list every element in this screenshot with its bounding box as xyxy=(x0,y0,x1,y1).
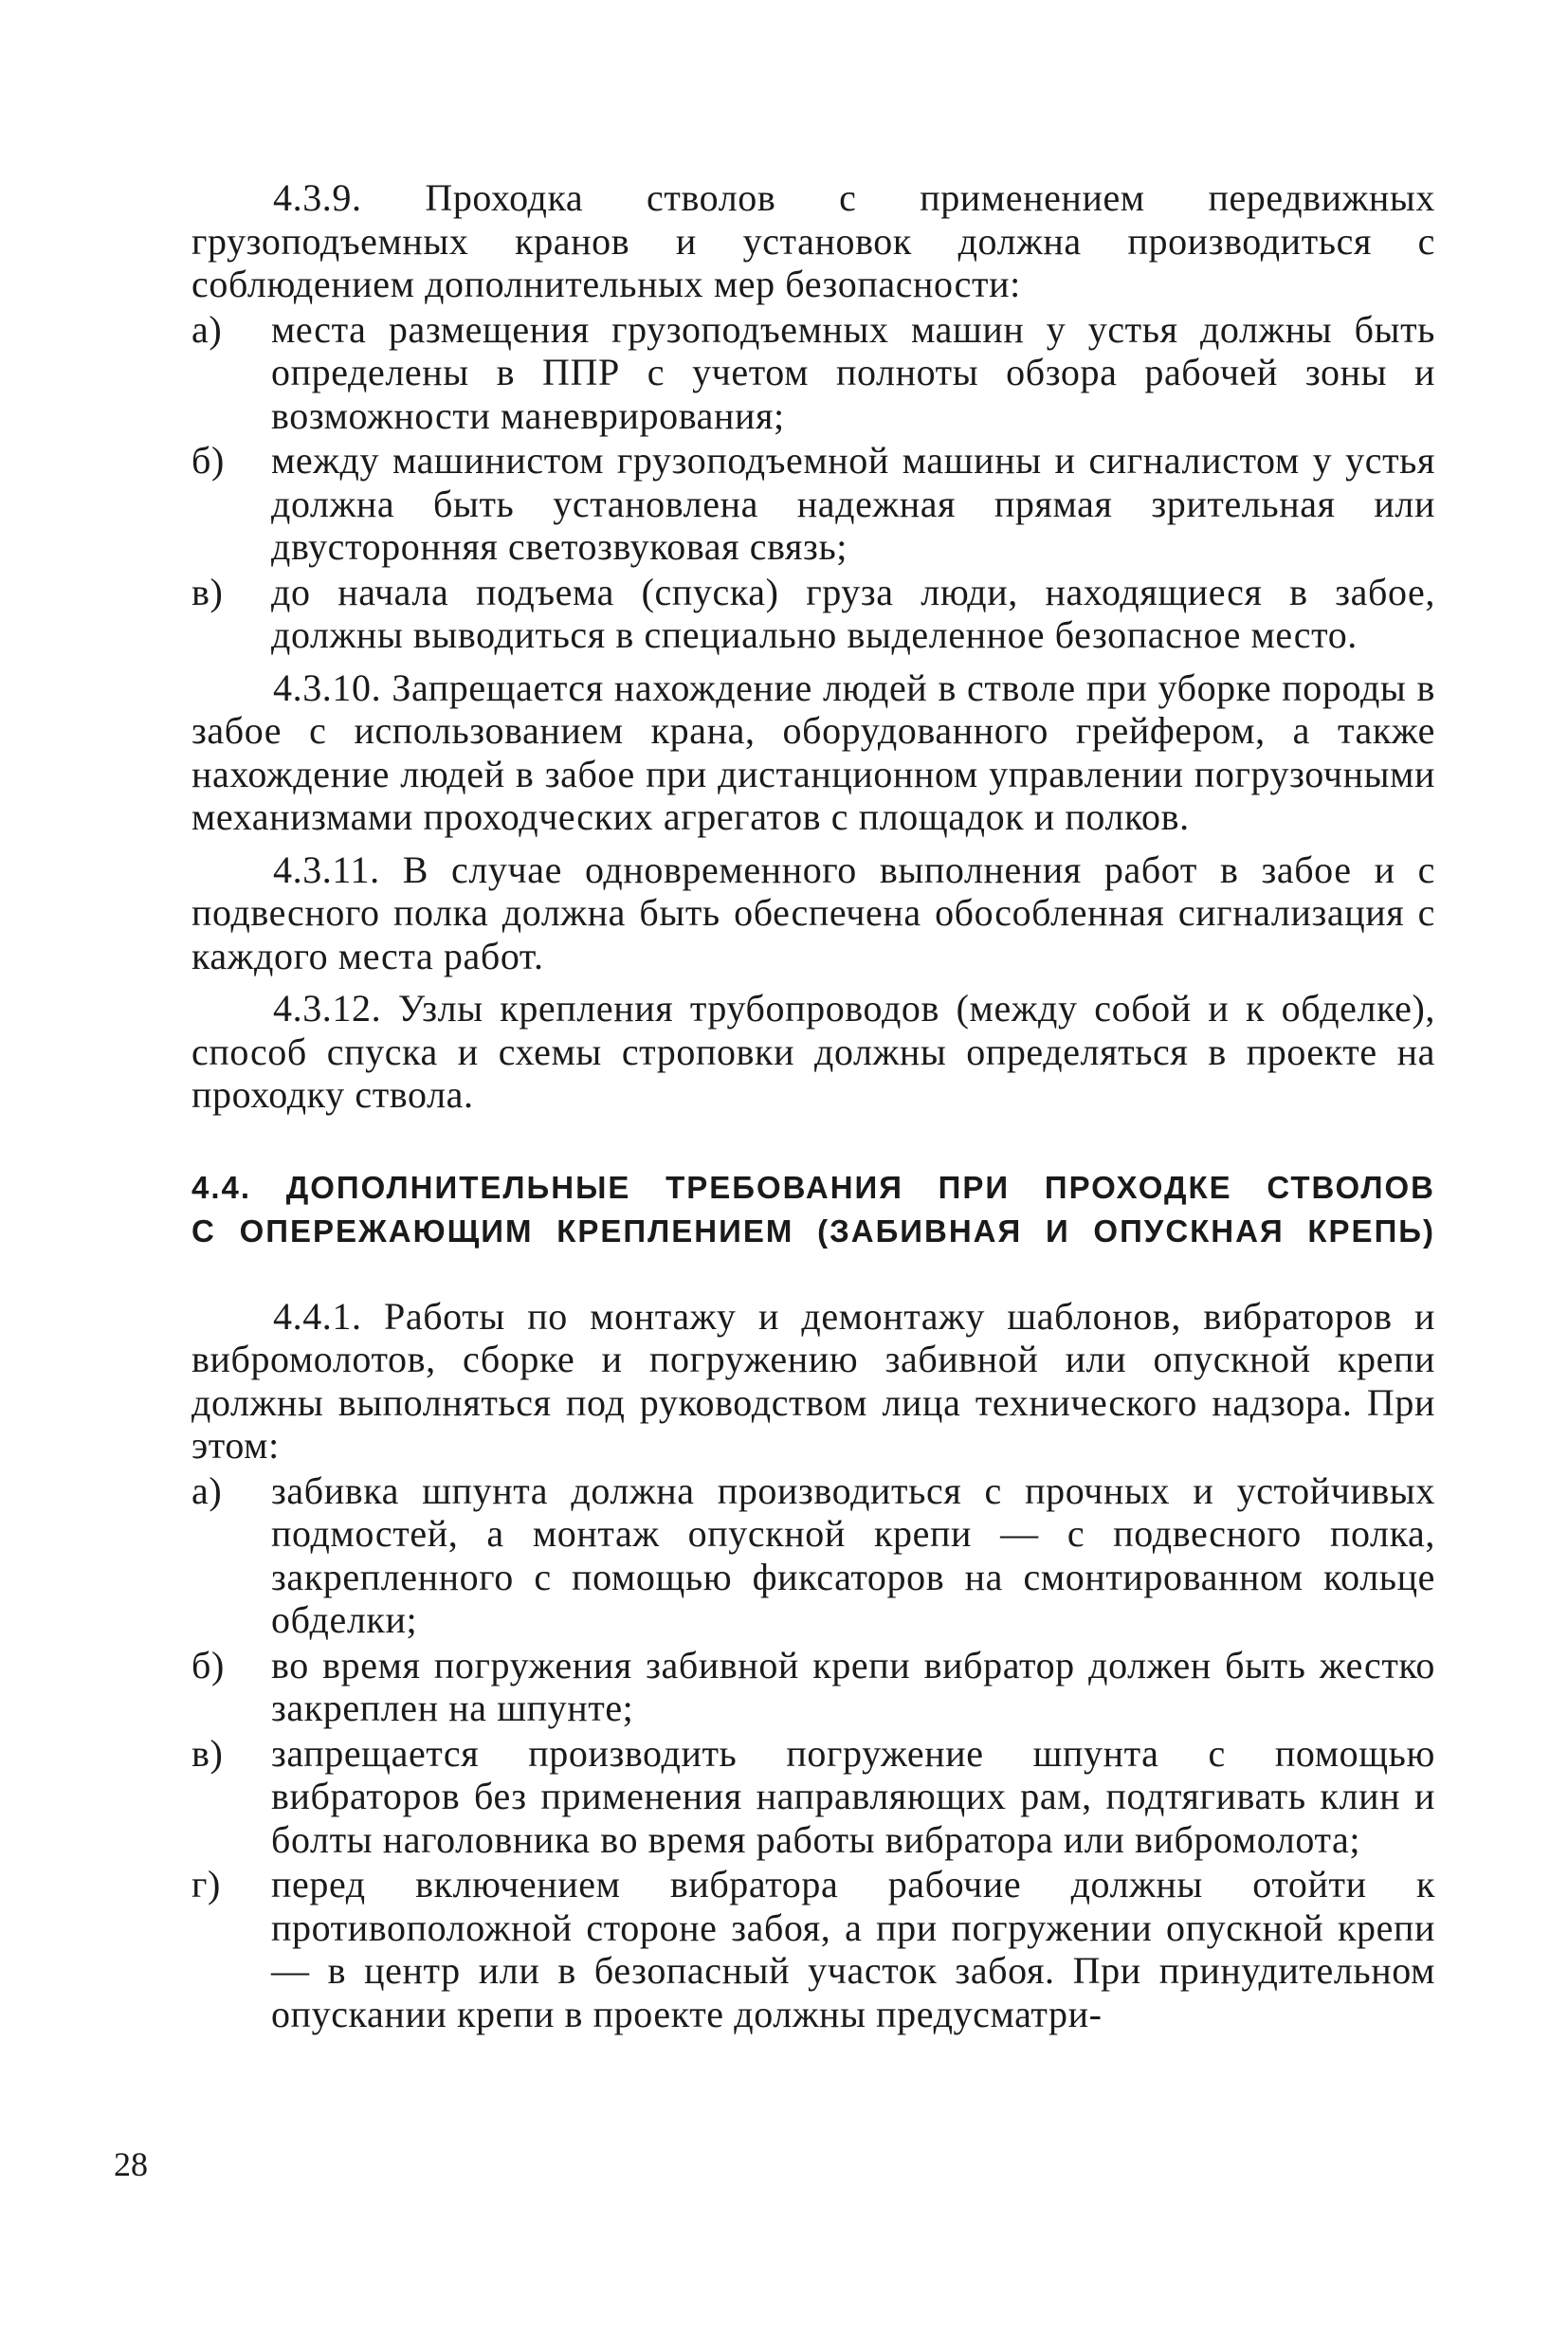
section-heading-line-2: С ОПЕРЕЖАЮЩИМ КРЕПЛЕНИЕМ (ЗАБИВНАЯ И ОПУСКНАЯ КРЕПЬ) xyxy=(191,1212,1435,1249)
list-item-4-3-9-a xyxy=(191,308,1435,438)
list-marker: в) xyxy=(191,1731,224,1775)
paragraph-4-3-9 xyxy=(191,176,1435,306)
section-heading-4-4 xyxy=(191,1166,1435,1253)
paragraph-4-4-1: 4.4.1. Работы по монтажу и демонтажу шаблонов, вибраторов и вибромолотов, сборке и погружению забивной или опускной крепи должны выполняться под руководством лица технического надзора. При этом: xyxy=(191,1294,1435,1467)
list-item-text: запрещается производить погружение шпунта с помощью вибраторов без применения направляющих рам, подтягивать клин и болты наголовника во время работы вибратора или вибромолота; xyxy=(271,1731,1435,1861)
list-item-4-3-9-v xyxy=(191,571,1435,657)
list-item-text: забивка шпунта должна производиться с прочных и устойчивых подмостей, а монтаж опускной крепи — с подвесного полка, закрепленного с помощью фиксаторов на смонтированном кольце обделки; xyxy=(271,1468,1435,1641)
list-item-text: между машинистом грузоподъемной машины и сигналистом у устья должна быть установлена надежная прямая зрительная или двусторонняя светозвуковая связь; xyxy=(271,439,1435,568)
list-item-4-4-1-v xyxy=(191,1732,1435,1862)
list-item-4-3-9-b xyxy=(191,439,1435,569)
list-marker: б) xyxy=(191,439,225,482)
list-item-text: перед включением вибратора рабочие должны отойти к противоположной стороне забоя, а при погружении опускной крепи — в центр или в безопасный участок забоя. При принудительном опускании крепи в проекте должны предусматри- xyxy=(271,1863,1435,2035)
paragraph-4-3-9-text: 4.3.9. Проходка стволов с применением передвижных грузоподъемных кранов и установок должна производиться с соблюдением дополнительных мер безопасности: xyxy=(191,176,1435,305)
paragraph-4-3-11: 4.3.11. В случае одновременного выполнения работ в забое и с подвесного полка должна быть обеспечена обособленная сигнализация с каждого места работ. xyxy=(191,848,1435,977)
paragraph-4-3-12: 4.3.12. Узлы крепления трубопроводов (между собой и к обделке), способ спуска и схемы строповки должны определяться в проекте на проходку ствола. xyxy=(191,987,1435,1116)
list-marker: г) xyxy=(191,1863,221,1905)
list-marker: б) xyxy=(191,1643,225,1687)
page-number: 28 xyxy=(114,2145,148,2183)
section-heading-line-1: 4.4. ДОПОЛНИТЕЛЬНЫЕ ТРЕБОВАНИЯ ПРИ ПРОХОДКЕ СТВОЛОВ xyxy=(191,1169,1435,1205)
list-item-text: до начала подъема (спуска) груза люди, находящиеся в забое, должны выводиться в специально выделенное безопасное место. xyxy=(271,570,1435,656)
paragraph-4-3-10: 4.3.10. Запрещается нахождение людей в стволе при уборке породы в забое с использованием крана, оборудованного грейфером, а также нахождение людей в забое при дистанционном управлении погрузочными механизмами проходческих агрегатов с площадок и полков. xyxy=(191,665,1435,838)
list-item-text: во время погружения забивной крепи вибратор должен быть жестко закреплен на шпунте; xyxy=(271,1643,1435,1729)
list-item-4-4-1-g xyxy=(191,1863,1435,2035)
list-item-4-4-1-a xyxy=(191,1469,1435,1642)
list-marker: а) xyxy=(191,1468,223,1512)
page-content xyxy=(191,176,1435,2035)
list-item-text: места размещения грузоподъемных машин у устья должны быть определены в ППР с учетом полноты обзора рабочей зоны и возможности маневрирования; xyxy=(271,307,1435,437)
list-marker: в) xyxy=(191,570,224,613)
list-item-4-4-1-b xyxy=(191,1644,1435,1730)
list-marker: а) xyxy=(191,307,223,351)
